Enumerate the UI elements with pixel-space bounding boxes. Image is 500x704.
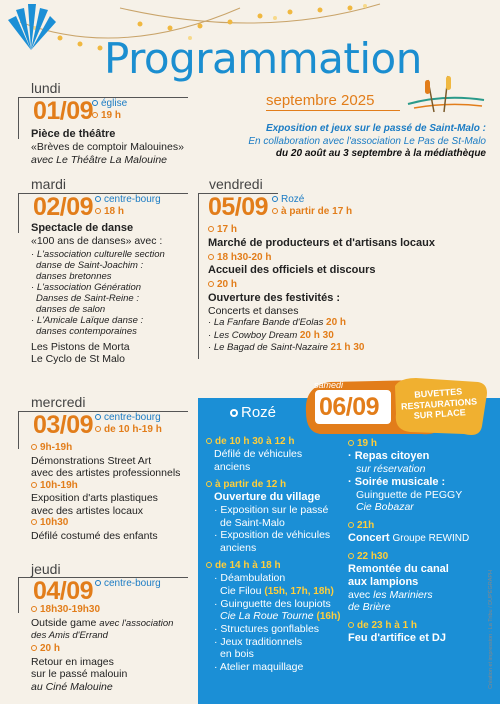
event-desc: «Brèves de comptoir Malouines» — [31, 141, 184, 153]
clock-icon — [208, 226, 214, 232]
day-bracket — [18, 411, 19, 449]
divider — [266, 110, 400, 111]
samedi-place: Rozé — [230, 404, 276, 421]
day-name-mardi: mardi — [31, 176, 67, 192]
day-name-jeudi: jeudi — [31, 561, 61, 577]
clock-icon — [208, 281, 214, 287]
clock-icon — [31, 482, 37, 488]
clock-icon — [348, 553, 354, 559]
exhibition-notice — [206, 123, 486, 161]
clock-icon — [208, 254, 214, 260]
mardi-event: Spectacle de danse «100 ans de danses» avec : · L'association culturelle section danse de Saint-Joachim : danses bretonnes · L'association Génération Danses de Saint-Reine : danses de salon · L'Amicale Laïque danse : danses contemporaines Les Pistons de Morta Le Cyclo de St Malo — [31, 222, 203, 366]
clock-icon — [272, 208, 278, 214]
lundi-info: église 19 h — [92, 98, 127, 122]
clock-icon — [31, 606, 37, 612]
page-title: Programmation — [104, 34, 422, 83]
day-name-samedi: samedi — [314, 380, 344, 390]
vendredi-info: Rozé à partir de 17 h — [272, 194, 352, 218]
mardi-info: centre-bourg 18 h — [95, 194, 161, 218]
day-number-mardi: 02/09 — [33, 193, 94, 221]
event-title: Spectacle de danse — [31, 222, 134, 234]
food-stalls-sticker: BUVETTES RESTAURATIONS SUR PLACE — [400, 386, 478, 421]
month-label: septembre 2025 — [266, 92, 375, 109]
event-title: Pièce de théâtre — [31, 128, 116, 140]
event-intro: «100 ans de danses» avec : — [31, 235, 163, 247]
samedi-panel — [198, 398, 500, 704]
location-pin-icon — [92, 100, 98, 106]
location-pin-icon — [272, 196, 278, 202]
credit-line: Création et impression : La Tribu / DUPÉGRAPH — [488, 570, 494, 689]
mercredi-info: centre-bourg de 10 h-19 h — [95, 412, 162, 436]
sun-fan-icon — [2, 0, 60, 52]
mercredi-events: 9h-19h Démonstrations Street Art avec des artistes professionnels 10h-19h Exposition d'arts plastiques avec des artistes locaux 10h30 Défilé costumé des enfants — [31, 442, 181, 542]
day-name-lundi: lundi — [31, 80, 61, 96]
day-number-jeudi: 04/09 — [33, 577, 94, 605]
event-extra: Le Cyclo de St Malo — [31, 353, 125, 365]
clock-icon — [206, 481, 212, 487]
samedi-left-col: de 10 h 30 à 12 h Défilé de véhicules anciens à partir de 12 h Ouverture du village · Exposition sur le passé de Saint-Malo · Exposition de véhicules anciens de 14 h à 18 h · Déambulation Cie Filou (15h, 17h, 18h) · Guinguette des loupiots Cie La Roue Tourne (16h) · Structures gonflables · Jeux traditionnels en bois · Atelier maquillage — [206, 436, 352, 673]
location-pin-icon — [95, 196, 101, 202]
day-name-mercredi: mercredi — [31, 394, 86, 410]
clock-icon — [206, 562, 212, 568]
day-bracket — [18, 193, 19, 233]
clock-icon — [31, 645, 37, 651]
expo-dates: du 20 août au 3 septembre à la médiathèque — [275, 148, 486, 159]
clock-icon — [31, 444, 37, 450]
clock-icon — [348, 522, 354, 528]
location-pin-icon — [95, 414, 101, 420]
clock-icon — [206, 438, 212, 444]
lundi-event: Pièce de théâtre «Brèves de comptoir Malouines» avec Le Théâtre La Malouine — [31, 128, 201, 166]
clock-icon — [348, 622, 354, 628]
location-pin-icon — [95, 580, 101, 586]
expo-title: Exposition et jeux sur le passé de Saint-Malo : — [265, 123, 486, 134]
day-bracket — [18, 97, 19, 139]
day-bracket — [18, 577, 19, 613]
day-name-vendredi: vendredi — [209, 176, 263, 192]
clock-icon — [95, 208, 101, 214]
day-number-vendredi: 05/09 — [208, 193, 269, 221]
jeudi-events: 18h30-19h30 Outside game avec l'association des Amis d'Errand 20 h Retour en images sur le passé malouin au Ciné Malouine — [31, 604, 174, 693]
expo-collab: En collaboration avec l'association Le Pas de St-Malo — [248, 135, 486, 147]
clock-icon — [95, 426, 101, 432]
event-extra: Les Pistons de Morta — [31, 340, 130, 353]
samedi-right-col: 19 h · Repas citoyen sur réservation · Soirée musicale : Guinguette de PEGGY Cie Bobazar 21h Concert Groupe REWIND 22 h30 Remontée du canal aux lampions avec les Mariniers de Brière de 23 h à 1 h Feu d'artifice et DJ — [348, 438, 470, 644]
vendredi-events: 17 h Marché de producteurs et d'artisans locaux 18 h30-20 h Accueil des officiels et discours 20 h Ouverture des festivités : Concerts et danses · La Fanfare Bande d'Eolas 20 h · Les Cowboy Dream 20 h 30 · Le Bagad de Saint-Nazaire 21 h 30 — [208, 224, 435, 353]
day-number-mercredi: 03/09 — [33, 411, 94, 439]
day-bracket — [198, 193, 199, 359]
day-number-lundi: 01/09 — [33, 97, 94, 125]
location-pin-icon — [230, 409, 238, 417]
jeudi-info: centre-bourg — [95, 578, 161, 590]
day-number-samedi: 06/09 — [319, 393, 380, 421]
clock-icon — [31, 519, 37, 525]
clock-icon — [92, 112, 98, 118]
